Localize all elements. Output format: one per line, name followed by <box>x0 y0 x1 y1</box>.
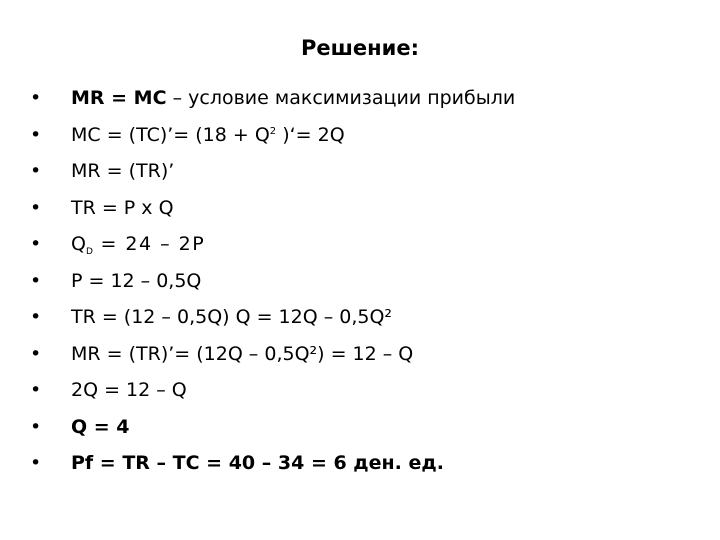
bullet-dot: • <box>30 379 42 401</box>
bold-text: Q = 4 <box>71 415 130 438</box>
bullet-text <box>71 233 205 255</box>
bullet-item <box>30 226 700 263</box>
bullet-text <box>71 306 392 328</box>
bullet-dot: • <box>30 342 42 365</box>
equation-text: MC = (TC)’= (18 + Q <box>71 123 270 146</box>
bullet-item <box>30 445 700 482</box>
bullet-dot: • <box>30 269 42 292</box>
bullet-item <box>30 263 700 300</box>
bullet-dot: • <box>30 196 42 219</box>
bullet-item <box>30 409 700 446</box>
bullet-text <box>71 124 345 146</box>
bullet-item <box>30 153 700 190</box>
equation-text: TR = (12 – 0,5Q) Q = 12Q – 0,5Q² <box>71 306 393 328</box>
bullet-dot: • <box>30 160 42 182</box>
bullet-dot: • <box>30 415 42 438</box>
bullet-text <box>71 452 444 474</box>
bullet-item <box>30 336 700 373</box>
bold-text: MR = MC <box>71 87 167 109</box>
bullet-text <box>71 160 174 182</box>
bullet-text <box>71 197 174 219</box>
equation-text: 2Q = 12 – Q <box>71 379 187 401</box>
bullet-dot: • <box>30 452 42 474</box>
superscript: 2 <box>269 125 277 137</box>
slide-title: Решение: <box>300 36 420 60</box>
bullet-text <box>71 270 201 292</box>
bullet-item <box>30 80 700 117</box>
bullet-dot: • <box>30 306 42 328</box>
bullet-dot: • <box>30 87 42 109</box>
bullet-text <box>71 343 413 365</box>
equation-text: Q <box>71 233 86 255</box>
bullet-text <box>71 416 130 438</box>
bullet-dot: • <box>30 233 42 255</box>
bold-text: Pf = TR – TC = 40 – 34 = 6 ден. ед. <box>71 452 444 474</box>
solution-bullet-list <box>30 80 700 482</box>
bullet-dot: • <box>30 123 42 146</box>
bullet-item <box>30 372 700 409</box>
bullet-text <box>71 379 187 401</box>
equation-text: – условие максимизации прибыли <box>166 87 516 109</box>
equation-text: )‘= 2Q <box>276 123 345 146</box>
equation-text: TR = P x Q <box>71 196 174 219</box>
bullet-item <box>30 190 700 227</box>
subscript: D <box>85 247 93 257</box>
bullet-text <box>71 87 515 109</box>
bullet-item <box>30 117 700 154</box>
equation-text: = 24 – 2P <box>92 233 206 255</box>
equation-text: P = 12 – 0,5Q <box>71 269 202 292</box>
bullet-item <box>30 299 700 336</box>
equation-text: MR = (TR)’ <box>71 160 175 182</box>
equation-text: MR = (TR)’= (12Q – 0,5Q²) = 12 – Q <box>71 342 414 365</box>
